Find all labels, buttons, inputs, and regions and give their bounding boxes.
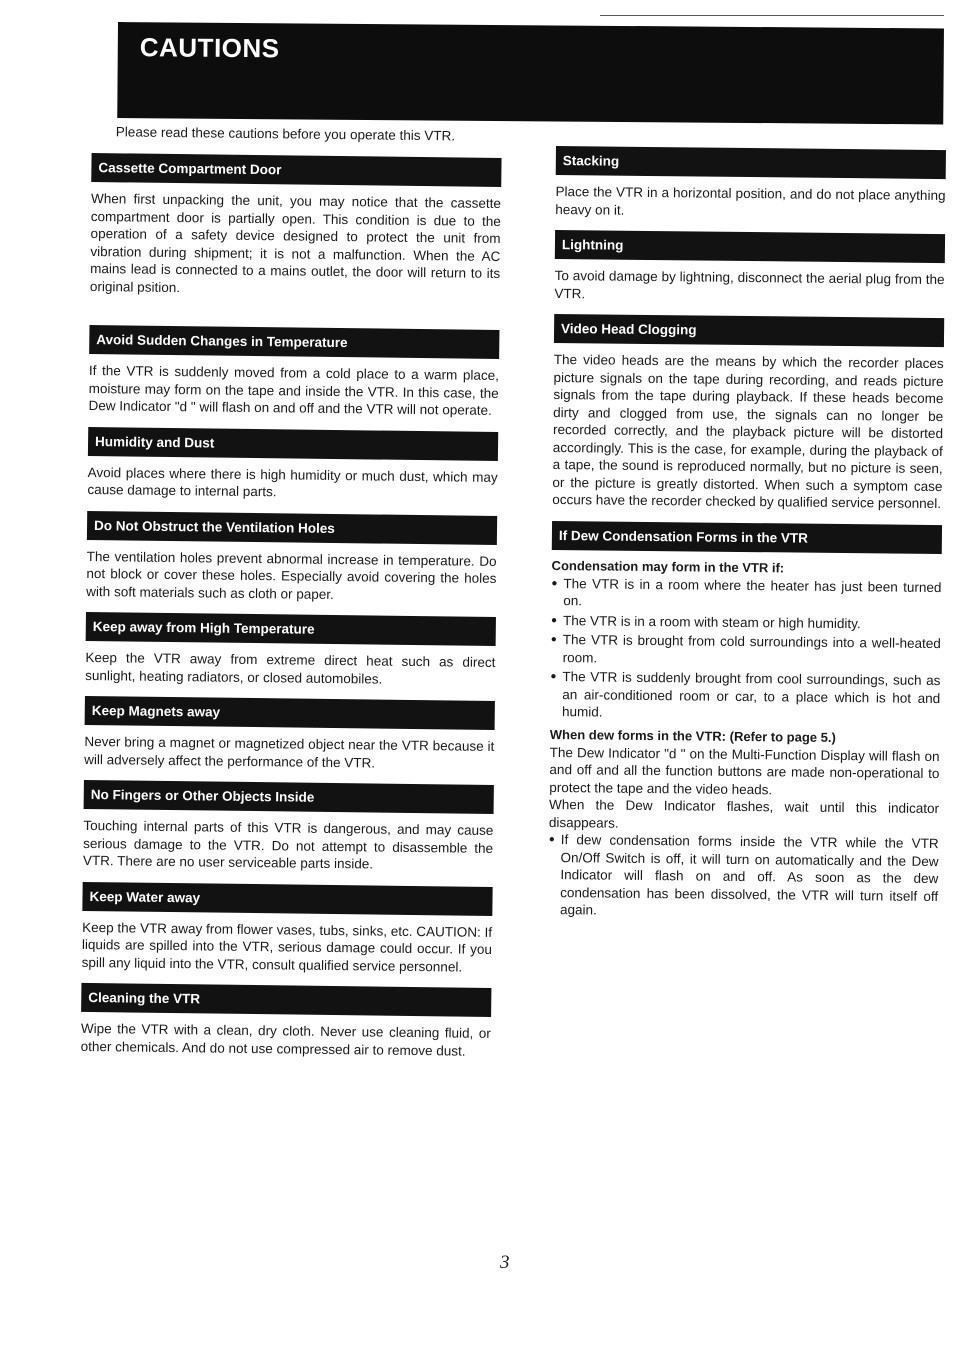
section-humidity-dust (87, 426, 498, 503)
bullet-icon: ● (548, 833, 555, 846)
section-stacking (555, 146, 946, 222)
list-item: ● The VTR is in a room where the heater has just been turned on. (551, 575, 942, 609)
section-heading: Keep away from High Temperature (86, 612, 496, 646)
bullet-icon: ● (550, 633, 557, 646)
list-item: ● The VTR is suddenly brought from cool surroundings, such as an air-conditioned room or car, to a place which is hot and humid. (550, 669, 941, 720)
section-heading: Keep Magnets away (85, 696, 495, 730)
section-cassette-door (90, 153, 502, 300)
section-text: To avoid damage by lightning, disconnect the aerial plug from the VTR. (554, 267, 945, 301)
section-heading: Cleaning the VTR (81, 983, 491, 1017)
section-video-head (552, 314, 944, 513)
top-rule (600, 15, 944, 16)
list-item: ● The VTR is in a room with steam or high humidity. (550, 612, 861, 631)
list-item: ● The VTR is brought from cold surroundings into a well-heated room. (550, 632, 941, 665)
bullet-icon: ● (551, 577, 558, 589)
dew-para-1: The Dew Indicator "d " on the Multi-Function Display will flash on and off and all the function buttons are made non-operational to protect the tape and the video heads. (549, 744, 940, 797)
section-heading: Avoid Sudden Changes in Temperature (89, 325, 499, 359)
page-title: CAUTIONS (139, 32, 280, 64)
section-heading: If Dew Condensation Forms in the VTR (552, 520, 942, 553)
section-heading: Cassette Compartment Door (91, 153, 501, 187)
condensation-label: Condensation may form in the VTR if: (551, 557, 785, 575)
section-text: Touching internal parts of this VTR is dangerous, and may cause serious damage to the VTR. Do not attempt to disassemble the VTR. There are no user serviceable parts inside. (82, 817, 494, 872)
section-text: Avoid places where there is high humidity or much dust, which may cause damage to internal parts. (87, 464, 498, 500)
section-text: Keep the VTR away from flower vases, tubs, sinks, etc. CAUTION: If liquids are spilled into the VTR, serious damage could occur. If you spill any liquid into the VTR, consult qualified service personnel. (81, 919, 493, 975)
left-column (81, 120, 502, 1060)
section-heading: No Fingers or Other Objects Inside (84, 780, 494, 814)
section-heading: Stacking (556, 146, 946, 179)
section-dew-condensation (548, 520, 942, 922)
section-cleaning (81, 983, 492, 1060)
title-banner (117, 22, 944, 124)
section-temperature-change (88, 325, 499, 420)
section-text: Place the VTR in a horizontal position, and do not place anything heavy on it. (555, 183, 946, 218)
dew-para-2: When the Dew Indicator flashes, wait until this indicator disappears. (548, 796, 940, 831)
section-ventilation (86, 510, 497, 605)
section-heading: Lightning (555, 230, 945, 263)
section-text: The ventilation holes prevent abnormal increase in temperature. Do not block or cover these holes. Especially avoid covering the holes with soft materials such as cloth or paper. (86, 548, 497, 602)
intro-text: Please read these cautions before you operate this VTR. (115, 124, 456, 144)
section-no-fingers (83, 780, 494, 875)
section-high-temperature (85, 612, 496, 689)
section-text: If the VTR is suddenly moved from a cold place to a warm place, moisture may form on the tape and inside the VTR. In this case, the Dew Indicator "d " will flash on and off and the VTR will not operate. (88, 362, 500, 418)
section-text: Wipe the VTR with a clean, dry cloth. Never use cleaning fluid, or other chemicals. And do not use compressed air to remove dust. (80, 1020, 491, 1059)
section-lightning (554, 230, 945, 306)
section-text: Keep the VTR away from extreme direct heat such as direct sunlight, heating radiators, or closed automobiles. (85, 649, 496, 687)
right-column (548, 146, 946, 929)
section-text: Never bring a magnet or magnetized object near the VTR because it will adversely affect the performance of the VTR. (84, 733, 495, 771)
section-heading: Keep Water away (82, 881, 492, 915)
section-text: When first unpacking the unit, you may notice that the cassette compartment door is partially open. This condition is due to the operation of a safety device designed to protect the unit from vibration during shipment; it is not a malfunction. When the AC mains lead is connected to a mains outlet, the door will return to its original psition. (89, 190, 502, 295)
section-magnets (84, 696, 495, 773)
section-text: The video heads are the means by which the recorder places picture signals on the tape during recording, and reads picture signals from the tape during playback. If these heads become dirty and clogged from use, the signals can no longer be recorded correctly, and the playback picture will be distorted accordingly. This is the case, for example, during the playback of a tape, the sound is reproduced normally, but no picture is seen, or the picture is greatly distorted. When such a symptom case occurs have the recorder checked by qualified service personnel. (552, 351, 944, 512)
dew-switch-list (548, 831, 939, 923)
section-heading: Humidity and Dust (88, 426, 498, 460)
page-number: 3 (500, 1252, 510, 1273)
dew-forms-label: When dew forms in the VTR: (Refer to page 5.) (549, 726, 836, 745)
section-heading: Do Not Obstruct the Ventilation Holes (87, 510, 497, 544)
bullet-icon: ● (550, 614, 558, 626)
condensation-list (550, 574, 942, 724)
bullet-icon: ● (550, 670, 557, 683)
section-heading: Video Head Clogging (554, 314, 944, 347)
list-item: ● If dew condensation forms inside the VTR while the VTR On/Off Switch is off, it will turn on automatically and the Dew Indicator will flash on and off. As soon as the dew condensation has been dissolved, the VTR will turn itself off again. (548, 832, 939, 918)
section-water (82, 881, 493, 976)
